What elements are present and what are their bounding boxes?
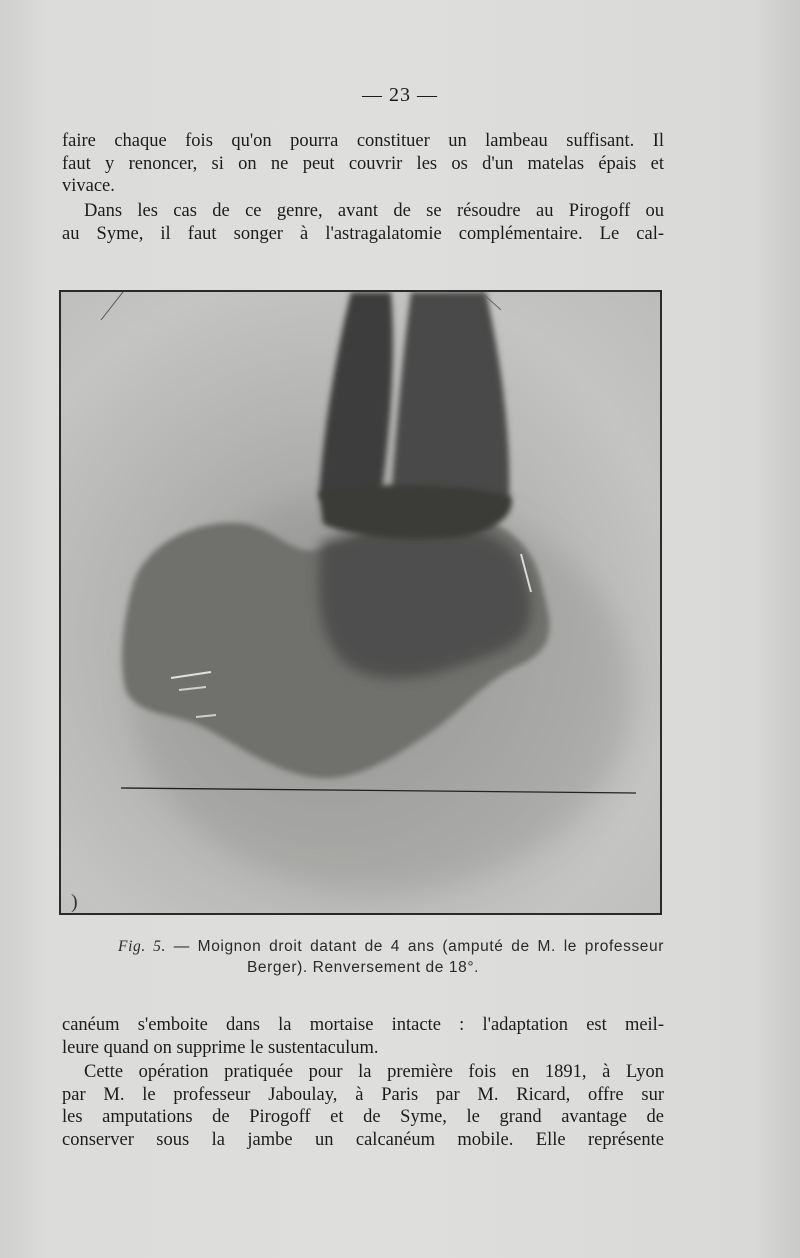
text-line: conserver sous la jambe un calcanéum mobile. Elle représente [62, 1129, 664, 1150]
paragraph-4 [62, 1061, 664, 1151]
bone-fibula-shape [391, 292, 509, 513]
paragraph-1 [62, 130, 664, 198]
paragraph-2 [62, 200, 664, 245]
bone-tibia-shape [319, 292, 393, 505]
text-line: Cette opération pratiquée pour la première fois en 1891, à Lyon [84, 1062, 664, 1082]
xray-figure [59, 290, 662, 915]
page-number: — 23 — [362, 84, 438, 106]
text-line: canéum s'emboite dans la mortaise intacte : l'adaptation est meil- [62, 1015, 664, 1035]
text-line: faut y renoncer, si on ne peut couvrir les os d'un matelas épais et [62, 153, 664, 174]
text-line: Dans les cas de ce genre, avant de se résoudre au Pirogoff ou [84, 201, 664, 221]
caption-line-1 [62, 936, 664, 957]
text-line: les amputations de Pirogoff et de Syme, le grand avantage de [62, 1107, 664, 1127]
figure-caption [62, 936, 664, 978]
text-line: vivace. [62, 176, 115, 196]
text-line: leure quand on supprime le sustentaculum. [62, 1037, 379, 1058]
text-line: faire chaque fois qu'on pourra constituer un lambeau suffisant. Il [62, 131, 664, 151]
caption-line-2: Berger). Renversement de 18°. [246, 959, 480, 976]
xray-image [61, 292, 660, 913]
text-line: par M. le professeur Jaboulay, à Paris par M. Ricard, offre sur [62, 1084, 664, 1105]
caption-text-1: — Moignon droit datant de 4 ans (amputé de M. le professeur [166, 938, 664, 955]
paragraph-3 [62, 1014, 664, 1059]
corner-mark: ) [71, 891, 78, 913]
figure-label: Fig. 5. [118, 938, 166, 955]
text-line: au Syme, il faut songer à l'astragalatomie complémentaire. Le cal- [62, 223, 664, 244]
